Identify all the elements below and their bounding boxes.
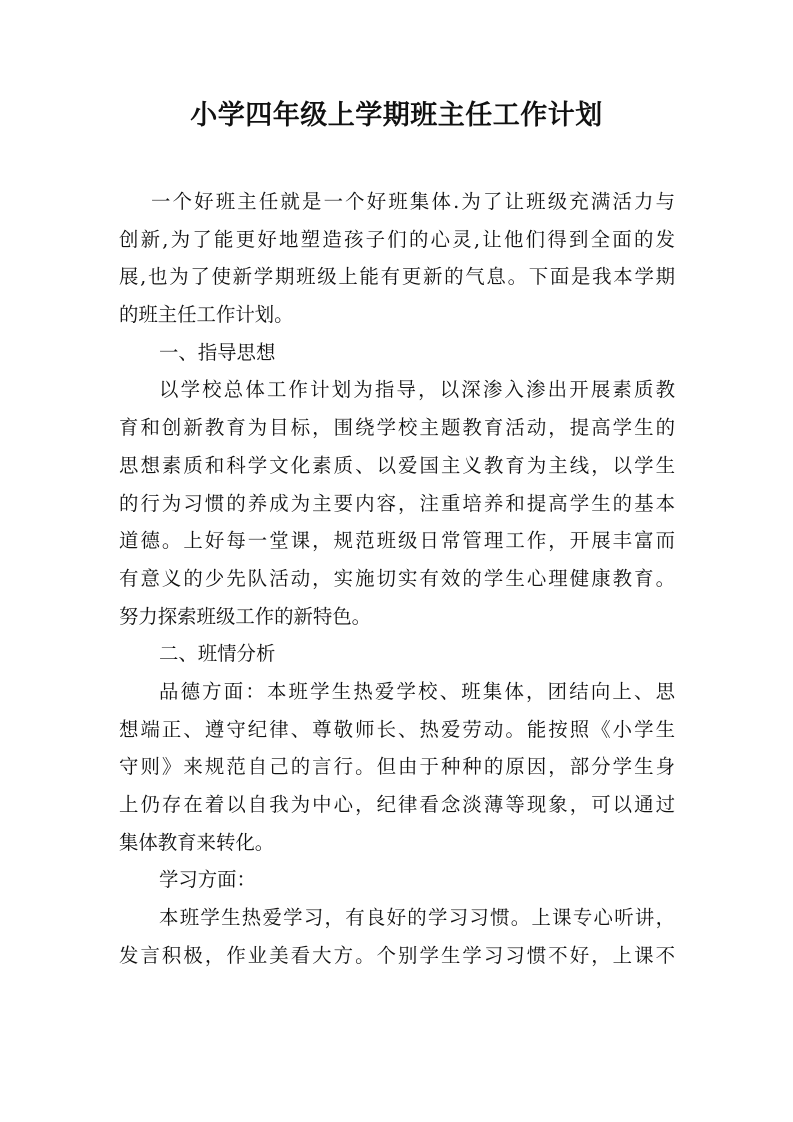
document-body [119, 183, 675, 974]
paragraph-line: 发言积极，作业美看大方。个别学生学习习惯不好，上课不 [119, 943, 675, 967]
section-heading: 一、指导思想 [159, 340, 276, 364]
paragraph-line: 努力探索班级工作的新特色。 [119, 604, 372, 628]
paragraph-line: 有意义的少先队活动，实施切实有效的学生心理健康教育。 [119, 566, 675, 590]
paragraph-line: 一个好班主任就是一个好班集体.为了让班级充满活力与 [151, 190, 675, 213]
paragraph-line: 本班学生热爱学习，有良好的学习习惯。上课专心听讲， [159, 906, 675, 930]
section-heading: 二、班情分析 [159, 642, 276, 666]
paragraph-line: 以学校总体工作计划为指导，以深渗入渗出开展素质教 [159, 378, 675, 402]
paragraph-line: 思想素质和科学文化素质、以爱国主义教育为主线，以学生 [119, 453, 675, 477]
paragraph-line: 道德。上好每一堂课，规范班级日常管理工作，开展丰富而 [119, 529, 675, 553]
document-title: 小学四年级上学期班主任工作计划 [190, 100, 603, 131]
paragraph-line: 想端正、遵守纪律、尊敬师长、热爱劳动。能按照《小学生 [119, 717, 675, 741]
paragraph-line: 育和创新教育为目标，围绕学校主题教育活动，提高学生的 [119, 416, 675, 440]
paragraph-line: 的班主任工作计划。 [119, 303, 294, 327]
paragraph-line: 展,也为了使新学期班级上能有更新的气息。下面是我本学期 [119, 265, 675, 289]
subsection-heading: 学习方面： [159, 868, 256, 892]
paragraph-line: 的行为习惯的养成为主要内容，注重培养和提高学生的基本 [119, 491, 675, 515]
paragraph-line: 守则》来规范自己的言行。但由于种种的原因，部分学生身 [119, 755, 675, 779]
paragraph-line: 品德方面：本班学生热爱学校、班集体，团结向上、思 [159, 679, 675, 703]
paragraph-line: 集体教育来转化。 [119, 830, 275, 854]
paragraph-line: 上仍存在着以自我为中心，纪律看念淡薄等现象，可以通过 [119, 793, 675, 816]
paragraph-line: 创新,为了能更好地塑造孩子们的心灵,让他们得到全面的发 [119, 227, 675, 251]
